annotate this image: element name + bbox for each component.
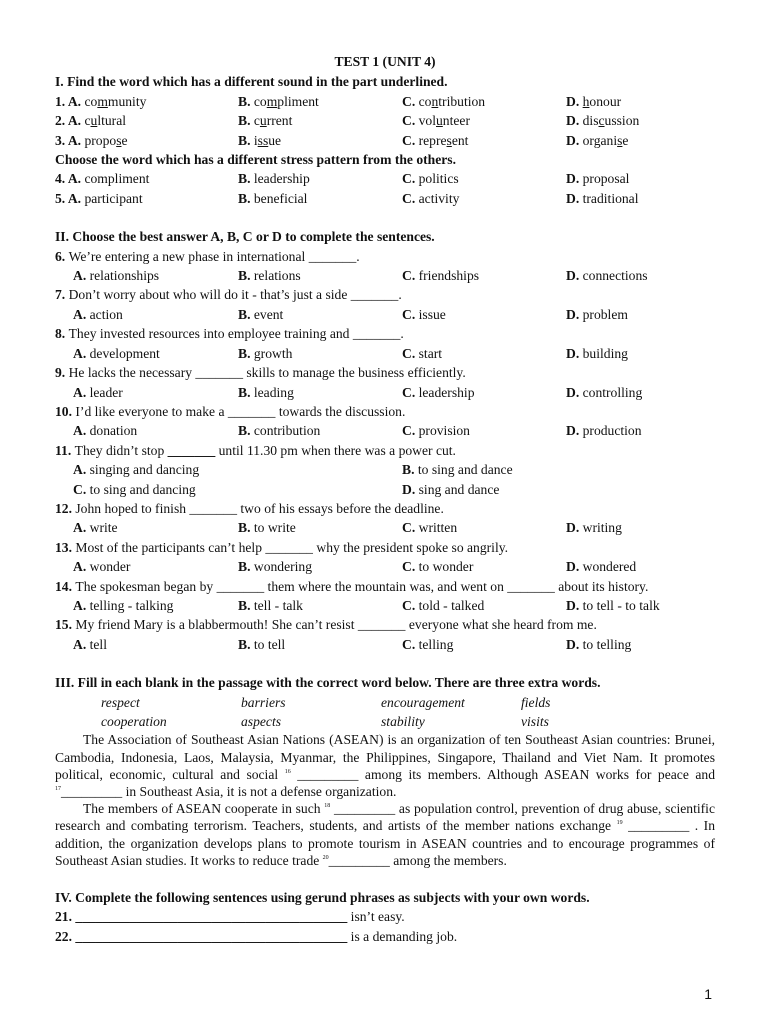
question-5 [55,189,715,208]
option-1b[interactable]: B. compliment [238,93,319,109]
test-title: TEST 1 (UNIT 4) [334,54,436,69]
question-3 [55,131,715,150]
option-8b[interactable]: B. growth [238,345,293,361]
section-4-heading: IV. Complete the following sentences using gerund phrases as subjects with your own words. [55,890,590,906]
question-10-stem: 10. I’d like everyone to make a _______ towards the discussion. [55,403,406,419]
option-13a[interactable]: A. wonder [73,559,131,575]
option-5b[interactable]: B. beneficial [238,190,308,206]
option-15d[interactable]: D. to telling [566,636,632,652]
option-14a[interactable]: A. telling - talking [73,597,174,613]
question-4 [55,169,715,188]
option-1d[interactable]: D. honour [566,93,622,109]
blank-number-16: 16 [284,768,291,775]
passage-paragraph-2: The members of ASEAN cooperate in such $^{18}$ _________ as population control, prevention of drug abuse, scientific research and combating terrorism. Teachers, students, and artists of the member nations exchange $^{19}$ _________ . In addition, the organization develops plans to promote tourism in ASEAN countries and to encourage programmes of Southeast Asian studies. It works to reduce trade $^{20}$_________ among the members. [55,801,715,868]
question-6-options [55,266,715,285]
question-15-options [55,635,715,654]
option-2a[interactable]: 2. A. cultural [55,113,127,129]
section-2-heading: II. Choose the best answer A, B, C or D to complete the sentences. [55,229,435,245]
option-2b[interactable]: B. current [238,113,293,129]
option-9c[interactable]: C. leadership [402,384,475,400]
blank-number-17: 17 [55,786,61,793]
question-21[interactable]: 21. ________________________________________ isn’t easy. [55,909,405,925]
option-12a[interactable]: A. write [73,520,118,536]
option-13b[interactable]: B. wondering [238,559,313,575]
worksheet-content [55,52,715,946]
option-13d[interactable]: D. wondered [566,559,637,575]
question-8-stem: 8. They invested resources into employee training and _______. [55,326,404,342]
option-7c[interactable]: C. issue [402,306,446,322]
question-8-options [55,344,715,363]
option-6a[interactable]: A. relationships [73,268,160,284]
option-5d[interactable]: D. traditional [566,190,639,206]
option-2c[interactable]: C. volunteer [402,113,470,129]
option-14b[interactable]: B. tell - talk [238,597,303,613]
word-bank-item: cooperation [101,714,167,729]
question-22[interactable]: 22. ________________________________________ is a demanding job. [55,928,458,944]
option-8a[interactable]: A. development [73,345,160,361]
blank-number-18: 18 [324,803,331,810]
spacer [55,869,715,888]
option-9a[interactable]: A. leader [73,384,123,400]
option-9d[interactable]: D. controlling [566,384,643,400]
option-5c[interactable]: C. activity [402,190,460,206]
question-9-stem: 9. He lacks the necessary _______ skills to manage the business efficiently. [55,365,466,381]
option-10c[interactable]: C. provision [402,423,470,439]
option-7a[interactable]: A. action [73,306,123,322]
question-13-options [55,557,715,576]
option-15c[interactable]: C. telling [402,636,454,652]
option-6c[interactable]: C. friendships [402,268,480,284]
option-3d[interactable]: D. organise [566,132,629,148]
option-14d[interactable]: D. to tell - to talk [566,597,660,613]
option-7b[interactable]: B. event [238,306,284,322]
option-4a[interactable]: 4. A. compliment [55,171,150,187]
page-number: 1 [704,986,712,1002]
option-11d[interactable]: D. sing and dance [402,481,500,497]
question-6-stem: 6. We’re entering a new phase in international _______. [55,248,360,264]
option-4d[interactable]: D. proposal [566,171,630,187]
option-15a[interactable]: A. tell [73,636,107,652]
question-10-options [55,421,715,440]
option-8d[interactable]: D. building [566,345,628,361]
option-9b[interactable]: B. leading [238,384,294,400]
option-13c[interactable]: C. to wonder [402,559,474,575]
question-14-stem: 14. The spokesman began by _______ them where the mountain was, and went on _______ about its history. [55,578,649,594]
option-3a[interactable]: 3. A. propose [55,132,128,148]
blank-number-20: 20 [322,854,329,861]
question-7-options [55,305,715,324]
word-bank-item: respect [101,694,140,710]
question-11-options-row2 [55,480,715,499]
option-6d[interactable]: D. connections [566,268,648,284]
question-7-stem: 7. Don’t worry about who will do it - that’s just a side _______. [55,287,402,303]
question-14-options [55,596,715,615]
option-4b[interactable]: B. leadership [238,171,310,187]
option-10a[interactable]: A. donation [73,423,138,439]
option-1a[interactable]: 1. A. community [55,93,147,109]
option-7d[interactable]: D. problem [566,306,628,322]
word-bank-item: aspects [241,714,282,729]
question-9-options [55,383,715,402]
option-11a[interactable]: A. singing and dancing [73,462,200,478]
question-12-stem: 12. John hoped to finish _______ two of his essays before the deadline. [55,500,444,516]
option-3c[interactable]: C. represent [402,132,469,148]
spacer [55,654,715,673]
spacer [55,208,715,227]
option-11b[interactable]: B. to sing and dance [402,462,513,478]
option-11c[interactable]: C. to sing and dancing [73,481,196,497]
option-5a[interactable]: 5. A. participant [55,190,143,206]
section-1-heading: I. Find the word which has a different sound in the part underlined. [55,74,448,90]
word-bank-item: visits [521,714,549,729]
option-2d[interactable]: D. discussion [566,113,640,129]
section-3-heading: III. Fill in each blank in the passage with the correct word below. There are three extra words. [55,675,601,691]
option-10b[interactable]: B. contribution [238,423,321,439]
question-1 [55,92,715,111]
question-2 [55,111,715,130]
option-12b[interactable]: B. to write [238,520,296,536]
question-13-stem: 13. Most of the participants can’t help _______ why the president spoke so angrily. [55,539,509,555]
question-15-stem: 15. My friend Mary is a blabbermouth! She can’t resist _______ everyone what she heard from me. [55,617,597,633]
word-bank-item: fields [521,694,551,710]
word-bank-item: stability [381,714,425,729]
option-1c[interactable]: C. contribution [402,93,486,109]
option-6b[interactable]: B. relations [238,268,301,284]
question-11-options-row1 [55,460,715,479]
question-12-options [55,518,715,537]
word-bank [55,693,661,732]
option-12c[interactable]: C. written [402,520,458,536]
question-11-stem: 11. They didn’t stop _______ until 11.30 pm when there was a power cut. [55,442,456,458]
option-4c[interactable]: C. politics [402,171,459,187]
passage-paragraph-1: The Association of Southeast Asian Nations (ASEAN) is an organization of ten Southeast Asian countries: Brunei, Cambodia, Indonesia, Laos, Malaysia, Myanmar, the Philippines, Singapore, Thailand and Viet Nam. It promotes political, economic, cultural and social $^{16}$ _________ among its members. Although ASEAN works for peace and $^{17}$_________ in Southeast Asia, it is not a defense organization. [55,732,716,800]
blank-number-19: 19 [616,820,623,827]
word-bank-item: encouragement [381,694,465,710]
option-8c[interactable]: C. start [402,345,443,361]
option-15b[interactable]: B. to tell [238,636,286,652]
option-3b[interactable]: B. issue [238,132,282,148]
option-14c[interactable]: C. told - talked [402,597,485,613]
option-12d[interactable]: D. writing [566,520,622,536]
option-10d[interactable]: D. production [566,423,642,439]
word-bank-item: barriers [241,694,286,710]
stress-heading: Choose the word which has a different stress pattern from the others. [55,152,456,168]
